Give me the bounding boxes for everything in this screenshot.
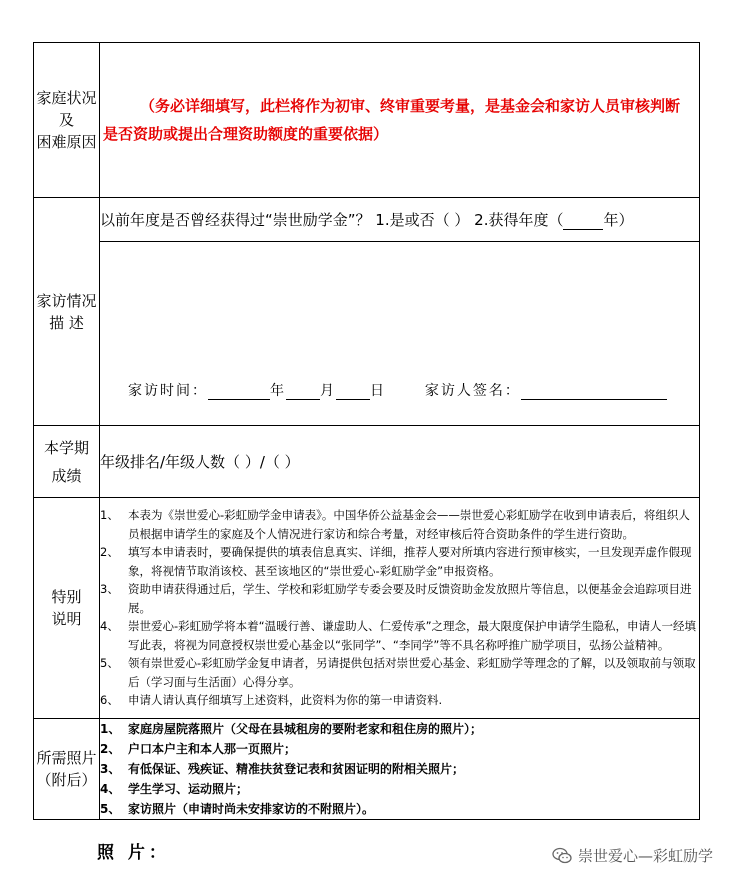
visit-time-label: 家访时间： (128, 383, 208, 399)
photo-text: 有低保证、残疾证、精准扶贫登记表和贫困证明的附相关照片； (128, 762, 465, 776)
note-text: 本表为《崇世爱心-彩虹励学金申请表》。中国华侨公益基金会——崇世爱心彩虹励学在收到申请表后，将组织人员根据申请学生的家庭及个人情况进行家访和综合考量，对经审核后符合资助条件的学生进行资助。 (128, 508, 690, 541)
note-item (100, 580, 699, 617)
photo-text: 学生学习、运动照片； (128, 782, 249, 796)
photo-number: 4、 (100, 782, 121, 796)
note-number: 2、 (100, 545, 119, 560)
photo-number: 2、 (100, 742, 121, 756)
photo-item (100, 779, 699, 799)
label-line: 家庭状况 (36, 89, 97, 107)
note-number: 6、 (100, 693, 119, 708)
note-item (100, 691, 699, 710)
special-notes (100, 498, 700, 719)
home-visit-label (34, 198, 100, 426)
label-line: 困难原因 (36, 133, 97, 151)
previous-award-text: 以前年度是否曾经获得过“崇世励学金”？ 1.是或否（ ） 2.获得年度（ (100, 211, 564, 229)
watermark-text: 崇世爱心—彩虹励学 (577, 847, 713, 865)
visit-year-blank[interactable] (208, 385, 270, 400)
required-photos-label (34, 719, 100, 820)
day-label: 日 (370, 383, 386, 399)
semester-grades-label (34, 426, 100, 498)
watermark (552, 845, 713, 866)
photo-text: 户口本户主和本人那一页照片； (128, 742, 297, 756)
note-item (100, 506, 699, 543)
signature-blank[interactable] (521, 385, 667, 400)
family-note-line2: 是否资助或提出合理资助额度的重要依据） (103, 125, 389, 143)
label-line: 家访情况 (36, 291, 97, 310)
label-line: 描 述 (49, 313, 84, 332)
photo-item (100, 719, 699, 739)
photo-number: 1、 (100, 722, 121, 736)
application-form (33, 42, 700, 820)
photo-item (100, 759, 699, 779)
visit-time-signature-line (128, 380, 667, 400)
grade-rank-text: 年级排名/年级人数（ ）/（ ） (100, 453, 300, 471)
note-number: 4、 (100, 619, 119, 634)
required-photos-list (100, 719, 700, 820)
note-number: 1、 (100, 508, 119, 523)
visit-day-blank[interactable] (336, 385, 370, 400)
previous-award-question[interactable] (100, 198, 700, 242)
wechat-icon (552, 847, 572, 864)
note-text: 填写本申请表时，要确保提供的填表信息真实、详细，推荐人要对所填内容进行预审核实，一旦发现弄虚作假现象，将视情节取消该校、甚至该地区的“崇世爱心-彩虹励学金”申报资格。 (128, 545, 692, 578)
family-situation-field[interactable] (100, 43, 700, 198)
note-text: 崇世爱心-彩虹励学将本着“温暖行善、谦虚助人、仁爱传承”之理念，最大限度保护申请学生隐私，申请人一经填写此表，将视为同意授权崇世爱心基金以“张同学”、“李同学”等不具名称呼推广励学项目，弘扬公益精神。 (128, 619, 697, 652)
family-note-line1: （务必详细填写，此栏将作为初审、终审重要考量，是基金会和家访人员审核判断 (140, 97, 681, 115)
note-item (100, 543, 699, 580)
month-label: 月 (320, 383, 336, 399)
label-line: （附后） (36, 771, 97, 789)
label-line: 说明 (51, 610, 82, 628)
note-item (100, 617, 699, 654)
photo-text: 家庭房屋院落照片（父母在县城租房的要附老家和租住房的照片）； (128, 722, 483, 736)
question-end: 年） (603, 211, 634, 229)
visit-month-blank[interactable] (286, 385, 320, 400)
note-text: 领有崇世爱心-彩虹励学金复申请者，另请提供包括对崇世爱心基金、彩虹励学等理念的了解，以及领取前与领取后（学习面与生活面）心得分享。 (128, 656, 696, 689)
photo-label: 照 片： (97, 843, 170, 863)
note-number: 3、 (100, 582, 119, 597)
photo-item (100, 799, 699, 819)
grade-rank-field[interactable] (100, 426, 700, 498)
year-label: 年 (270, 383, 286, 399)
label-line: 所需照片 (36, 749, 97, 767)
signature-label: 家访人签名： (424, 383, 521, 399)
photo-number: 5、 (100, 802, 121, 816)
label-line: 及 (58, 111, 74, 129)
label-line: 特别 (51, 588, 82, 606)
home-visit-description-field[interactable] (100, 242, 700, 426)
note-number: 5、 (100, 656, 119, 671)
photo-item (100, 739, 699, 759)
photo-number: 3、 (100, 762, 121, 776)
family-situation-label (34, 43, 100, 198)
label-line: 本学期 (43, 438, 89, 457)
photo-text: 家访照片（申请时尚未安排家访的不附照片）。 (128, 802, 375, 816)
label-line: 成绩 (51, 466, 82, 485)
note-text: 申请人请认真仔细填写上述资料，此资料为你的第一申请资料. (128, 693, 443, 708)
special-notes-label (34, 498, 100, 719)
note-item (100, 654, 699, 691)
award-year-blank[interactable] (563, 215, 603, 230)
note-text: 资助申请获得通过后，学生、学校和彩虹励学专委会要及时反馈资助金发放照片等信息，以便基金会追踪项目进展。 (128, 582, 692, 615)
